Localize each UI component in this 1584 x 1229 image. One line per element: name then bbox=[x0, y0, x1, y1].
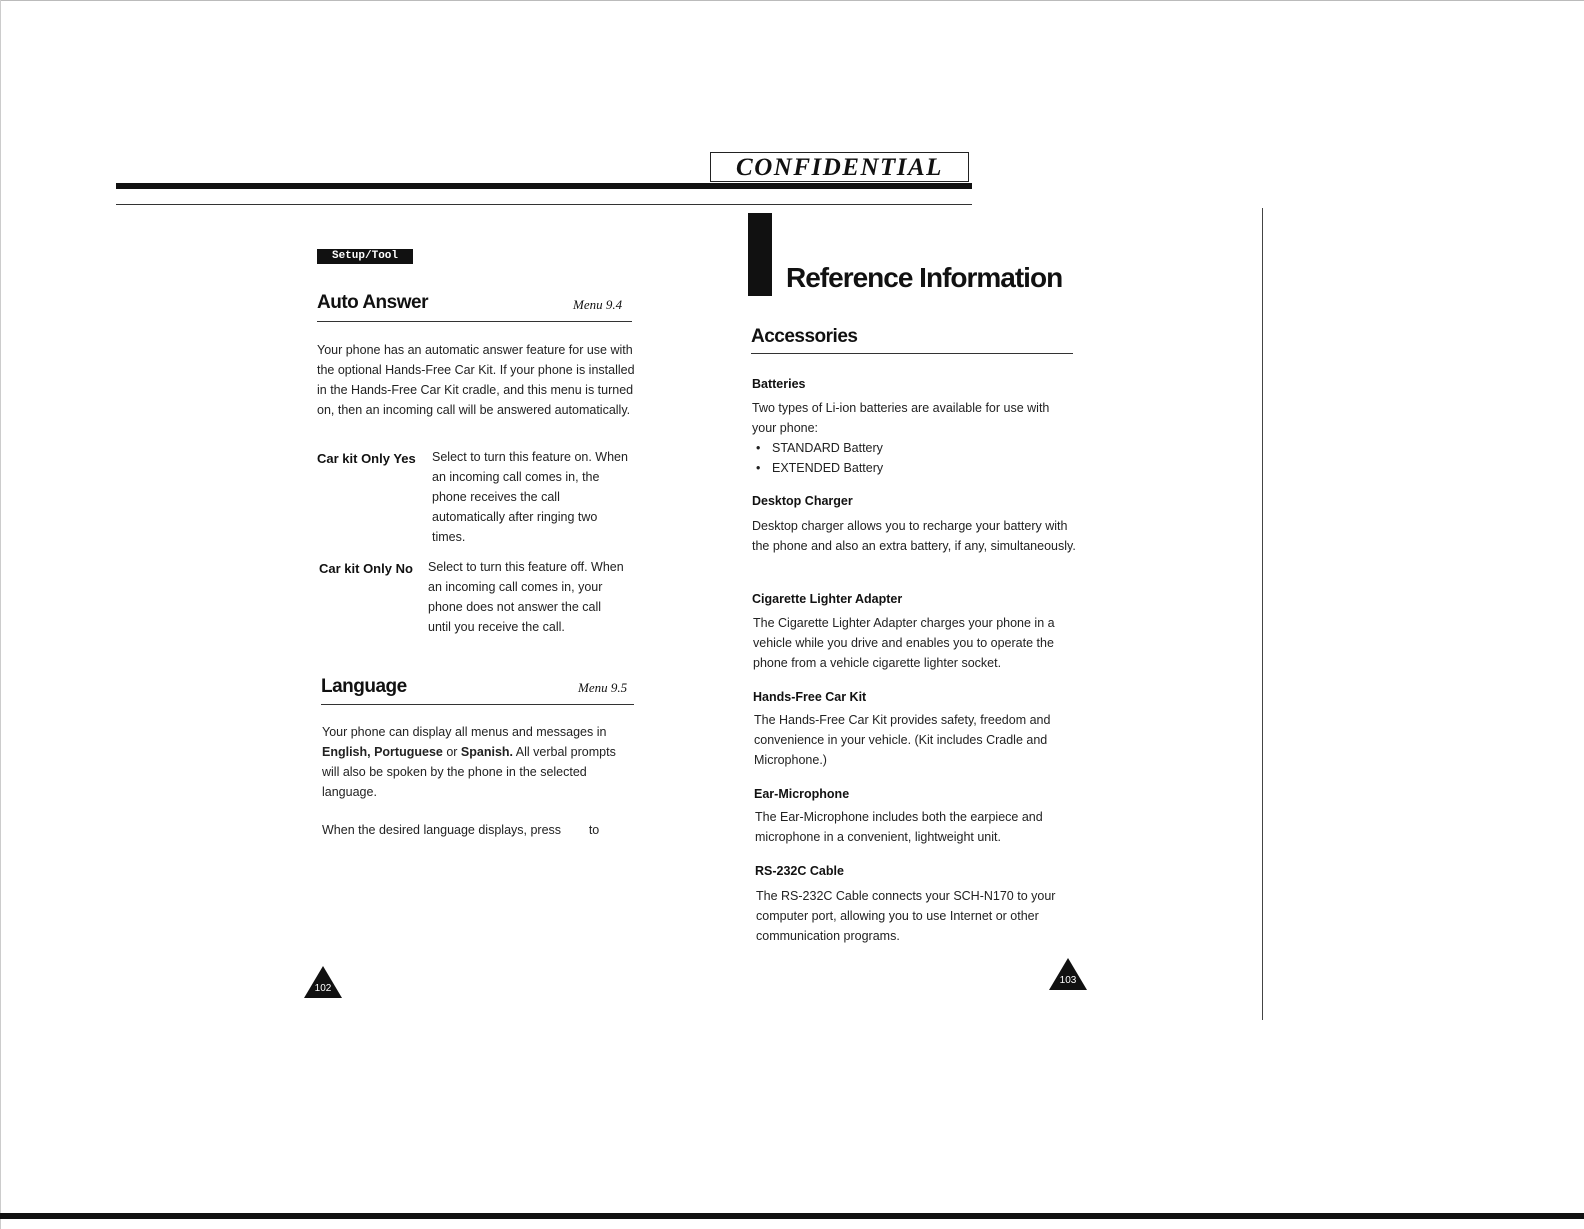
item-heading-cigarette-adapter: Cigarette Lighter Adapter bbox=[752, 592, 903, 606]
option-label-no: Car kit Only No bbox=[319, 561, 413, 576]
header-rule-thin bbox=[116, 204, 972, 205]
scan-left-edge bbox=[0, 0, 1, 1229]
chapter-bar bbox=[748, 213, 772, 296]
auto-answer-menu-ref: Menu 9.4 bbox=[573, 297, 623, 312]
item-heading-ear-microphone: Ear-Microphone bbox=[754, 787, 850, 801]
accessories-title: Accessories bbox=[751, 326, 858, 347]
item-heading-batteries: Batteries bbox=[752, 377, 806, 391]
header-rule-thick bbox=[116, 183, 972, 189]
option-text-yes: Select to turn this feature on. When an incoming call comes in, the phone receives the call automatically after ringing two times. bbox=[432, 450, 628, 544]
page-edge-line bbox=[1262, 208, 1263, 1020]
page-number-left: 102 bbox=[314, 983, 332, 994]
item-text-batteries: Two types of Li-ion batteries are available for use with your phone: bbox=[752, 401, 1050, 435]
page-marker-right bbox=[1049, 958, 1087, 990]
auto-answer-intro bbox=[317, 340, 635, 420]
language-paragraph bbox=[322, 722, 632, 802]
language-title: Language bbox=[321, 676, 407, 697]
auto-answer-intro-text: Your phone has an automatic answer feature for use with the optional Hands-Free Car Kit. If your phone is installed in the Hands-Free Car Kit cradle, and this menu is turned on, then an incoming call will be answered automatically. bbox=[317, 343, 635, 417]
auto-answer-title: Auto Answer bbox=[317, 292, 428, 313]
option-label-yes: Car kit Only Yes bbox=[317, 451, 416, 466]
item-text-cigarette-adapter: The Cigarette Lighter Adapter charges your phone in a vehicle while you drive and enables you to operate the phone from a vehicle cigarette lighter socket. bbox=[753, 616, 1055, 670]
list-item: • STANDARD Battery bbox=[752, 438, 1072, 458]
scan-bottom-edge bbox=[0, 1213, 1584, 1219]
item-heading-desktop-charger: Desktop Charger bbox=[752, 494, 853, 508]
list-item: • EXTENDED Battery bbox=[752, 458, 1072, 478]
language-p1b: English, Portuguese bbox=[322, 745, 443, 759]
batteries-list bbox=[752, 438, 1072, 478]
item-text-desktop-charger: Desktop charger allows you to recharge your battery with the phone and also an extra battery, if any, simultaneously. bbox=[752, 519, 1076, 553]
item-heading-car-kit: Hands-Free Car Kit bbox=[753, 690, 867, 704]
chapter-title: Reference Information bbox=[786, 262, 1063, 293]
item-heading-rs232c: RS-232C Cable bbox=[755, 864, 844, 878]
language-underline bbox=[321, 704, 634, 705]
page-number-right: 103 bbox=[1059, 975, 1077, 986]
language-p1d: Spanish. bbox=[460, 745, 514, 759]
auto-answer-underline bbox=[317, 321, 632, 322]
item-text-ear-microphone: The Ear-Microphone includes both the earpiece and microphone in a convenient, lightweight unit. bbox=[755, 810, 1043, 844]
scan-top-edge bbox=[0, 0, 1584, 1]
accessories-underline bbox=[751, 353, 1073, 354]
option-text-no: Select to turn this feature off. When an incoming call comes in, your phone does not answer the call until you receive the call. bbox=[428, 560, 624, 634]
language-p1e: All verbal prompts will also be spoken by the phone in the selected language. bbox=[322, 745, 616, 799]
language-instruction: When the desired language displays, press to bbox=[322, 823, 600, 837]
language-p1c: or bbox=[442, 745, 461, 759]
page-marker-left bbox=[304, 966, 342, 998]
section-tag: Setup/Tool bbox=[317, 249, 413, 264]
item-text-car-kit: The Hands-Free Car Kit provides safety, freedom and convenience in your vehicle. (Kit includes Cradle and Microphone.) bbox=[754, 713, 1051, 767]
language-p1a: Your phone can display all menus and messages in bbox=[322, 725, 607, 739]
confidential-stamp: CONFIDENTIAL bbox=[710, 152, 969, 182]
language-menu-ref: Menu 9.5 bbox=[578, 680, 628, 695]
item-text-rs232c: The RS-232C Cable connects your SCH-N170 to your computer port, allowing you to use Internet or other communication programs. bbox=[756, 889, 1056, 943]
